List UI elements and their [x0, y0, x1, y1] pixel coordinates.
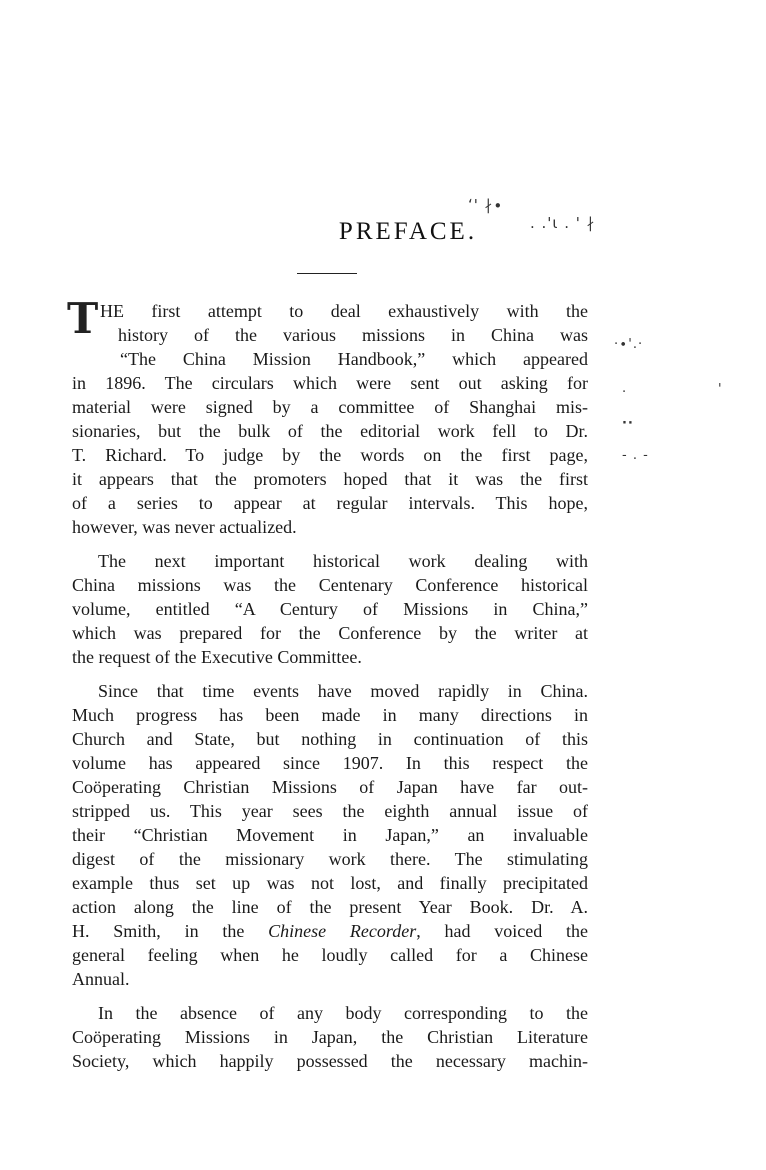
text-line: stripped us. This year sees the eighth annual issue of — [72, 801, 588, 821]
text-line: digest of the missionary work there. The stimulating — [72, 849, 588, 869]
paragraph-2 — [72, 549, 588, 669]
text-line: Since that time events have moved rapidly in China. — [98, 681, 588, 701]
text-line: history of the various missions in China was — [118, 325, 588, 345]
page-title: PREFACE. — [338, 218, 478, 245]
italic-title: Chinese Recorder — [268, 921, 417, 941]
text-line: The next important historical work dealing with — [98, 551, 588, 571]
text-line: Much progress has been made in many directions in — [72, 705, 588, 725]
text-line: Annual. — [72, 969, 130, 989]
text-line: general feeling when he loudly called for a Chinese — [72, 945, 588, 965]
text-line: it appears that the promoters hoped that it was the first — [72, 469, 588, 489]
margin-mark-1: ʻ' ∤∙ — [468, 196, 504, 214]
preface-body — [67, 294, 588, 1073]
margin-mark-2: . .'ι . ' ∤ — [530, 214, 596, 232]
margin-mark-5: ' — [718, 382, 723, 397]
text-line: In the absence of any body corresponding to the — [98, 1003, 588, 1023]
drop-cap: T — [67, 294, 99, 343]
text-line: of a series to appear at regular intervals. This hope, — [72, 493, 588, 513]
text-line: volume, entitled “A Century of Missions in China,” — [72, 599, 588, 619]
margin-mark-6: ·∙ — [622, 416, 634, 431]
text-line: however, was never actualized. — [72, 517, 297, 537]
text-line: Church and State, but nothing in continuation of this — [72, 729, 588, 749]
text-line-italic — [72, 919, 588, 943]
title-rule — [297, 273, 357, 274]
paragraph-4 — [72, 1001, 588, 1073]
text-line: “The China Mission Handbook,” which appeared — [120, 349, 588, 369]
text-line: sionaries, but the bulk of the editorial work fell to Dr. — [72, 421, 588, 441]
margin-mark-7: - . - — [622, 448, 649, 463]
text-line: their “Christian Movement in Japan,” an invaluable — [72, 825, 588, 845]
text-line: in 1896. The circulars which were sent out asking for — [72, 373, 588, 393]
text-line: volume has appeared since 1907. In this respect the — [72, 753, 588, 773]
text-line: Society, which happily possessed the necessary machin- — [72, 1051, 588, 1071]
paragraph-3 — [72, 679, 588, 991]
margin-mark-4: · — [622, 385, 628, 400]
text-line: China missions was the Centenary Conference historical — [72, 575, 588, 595]
text-line: HE first attempt to deal exhaustively with the — [100, 301, 588, 321]
text-line: action along the line of the present Year Book. Dr. A. — [72, 897, 588, 917]
text-segment: , had voiced the — [416, 921, 588, 941]
text-line: which was prepared for the Conference by the writer at — [72, 623, 588, 643]
text-line: Coöperating Christian Missions of Japan have far out- — [72, 777, 588, 797]
text-segment: H. Smith, in the — [72, 921, 269, 941]
text-line: example thus set up was not lost, and finally precipitated — [72, 873, 588, 893]
margin-mark-3: ·∙'.· — [614, 337, 644, 352]
text-line: material were signed by a committee of Shanghai mis- — [72, 397, 588, 417]
paragraph-1 — [67, 294, 588, 539]
text-line: the request of the Executive Committee. — [72, 647, 362, 667]
text-line: Coöperating Missions in Japan, the Christian Literature — [72, 1027, 588, 1047]
text-line: T. Richard. To judge by the words on the first page, — [72, 445, 588, 465]
